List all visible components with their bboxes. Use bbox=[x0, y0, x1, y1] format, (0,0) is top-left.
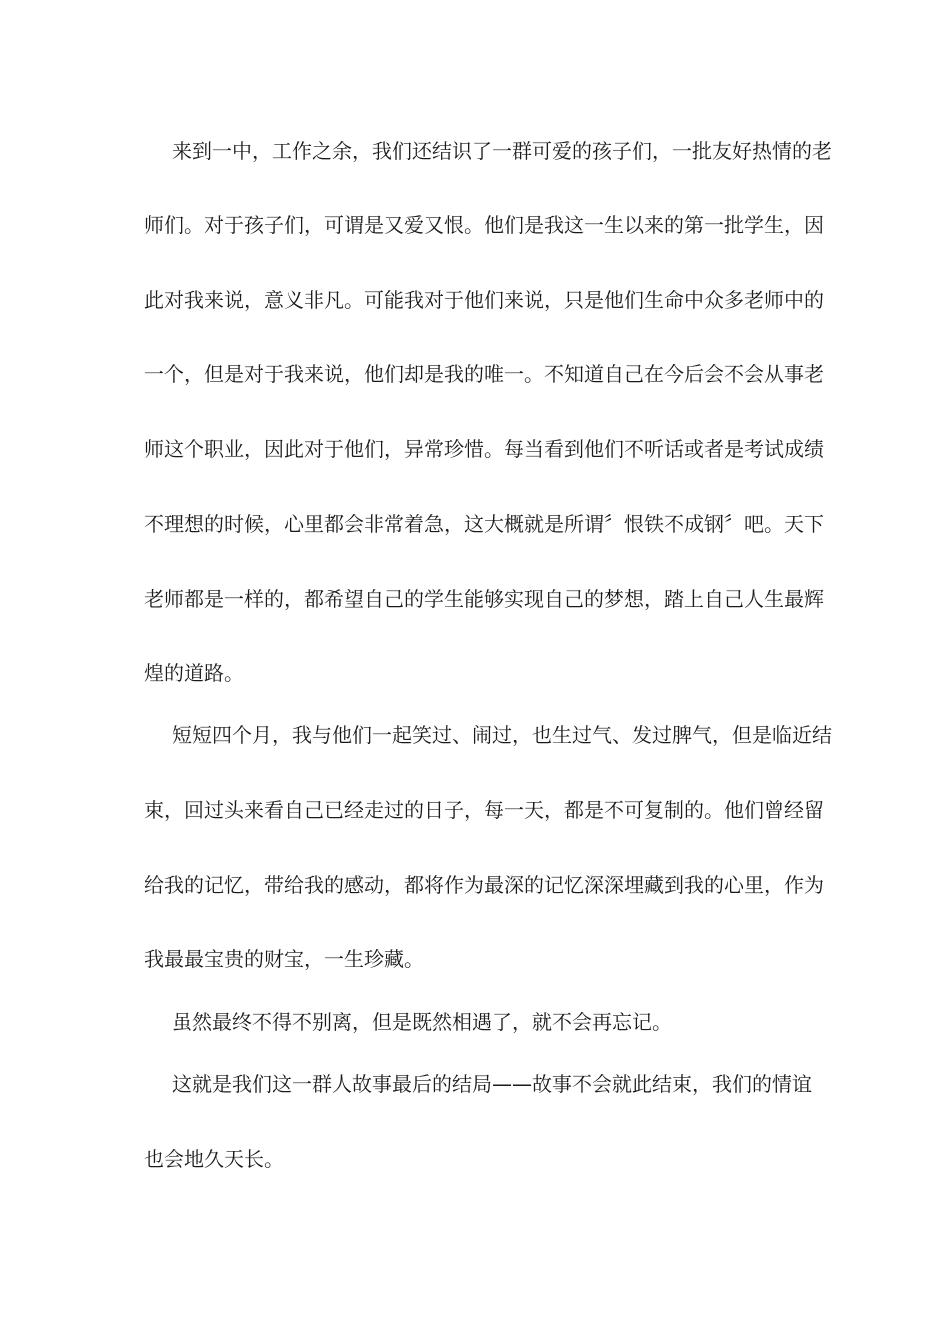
paragraph-2-line-1: 短短四个月，我与他们一起笑过、闹过，也生过气、发过脾气，但是临近结 bbox=[172, 723, 832, 747]
paragraph-2-line-3: 给我的记忆，带给我的感动，都将作为最深的记忆深深埋藏到我的心里，作为 bbox=[144, 873, 824, 897]
paragraph-1-line-6: 不理想的时候，心里都会非常着急，这大概就是所谓〞恨铁不成钢〞吧。天下 bbox=[144, 512, 824, 536]
paragraph-1-line-2: 师们。对于孩子们，可谓是又爱又恨。他们是我这一生以来的第一批学生，因 bbox=[144, 213, 824, 237]
paragraph-1-line-1: 来到一中，工作之余，我们还结识了一群可爱的孩子们，一批友好热情的老 bbox=[172, 139, 832, 163]
paragraph-1-line-7: 老师都是一样的，都希望自己的学生能够实现自己的梦想，踏上自己人生最辉 bbox=[144, 587, 824, 611]
paragraph-1-line-8: 煌的道路。 bbox=[144, 661, 244, 685]
paragraph-2-line-4: 我最最宝贵的财宝，一生珍藏。 bbox=[144, 947, 424, 971]
paragraph-4-line-1: 这就是我们这一群人故事最后的结局——故事不会就此结束，我们的情谊 bbox=[172, 1072, 812, 1096]
paragraph-3-line-1: 虽然最终不得不别离，但是既然相遇了，就不会再忘记。 bbox=[172, 1010, 672, 1034]
paragraph-1-line-5: 师这个职业，因此对于他们，异常珍惜。每当看到他们不听话或者是考试成绩 bbox=[144, 437, 824, 461]
paragraph-2-line-2: 束，回过头来看自己已经走过的日子，每一天，都是不可复制的。他们曾经留 bbox=[144, 798, 824, 822]
paragraph-1-line-4: 一个，但是对于我来说，他们却是我的唯一。不知道自己在今后会不会从事老 bbox=[144, 362, 824, 386]
paragraph-4-line-2: 也会地久天长。 bbox=[144, 1147, 284, 1171]
paragraph-1-line-3: 此对我来说，意义非凡。可能我对于他们来说，只是他们生命中众多老师中的 bbox=[144, 288, 824, 312]
